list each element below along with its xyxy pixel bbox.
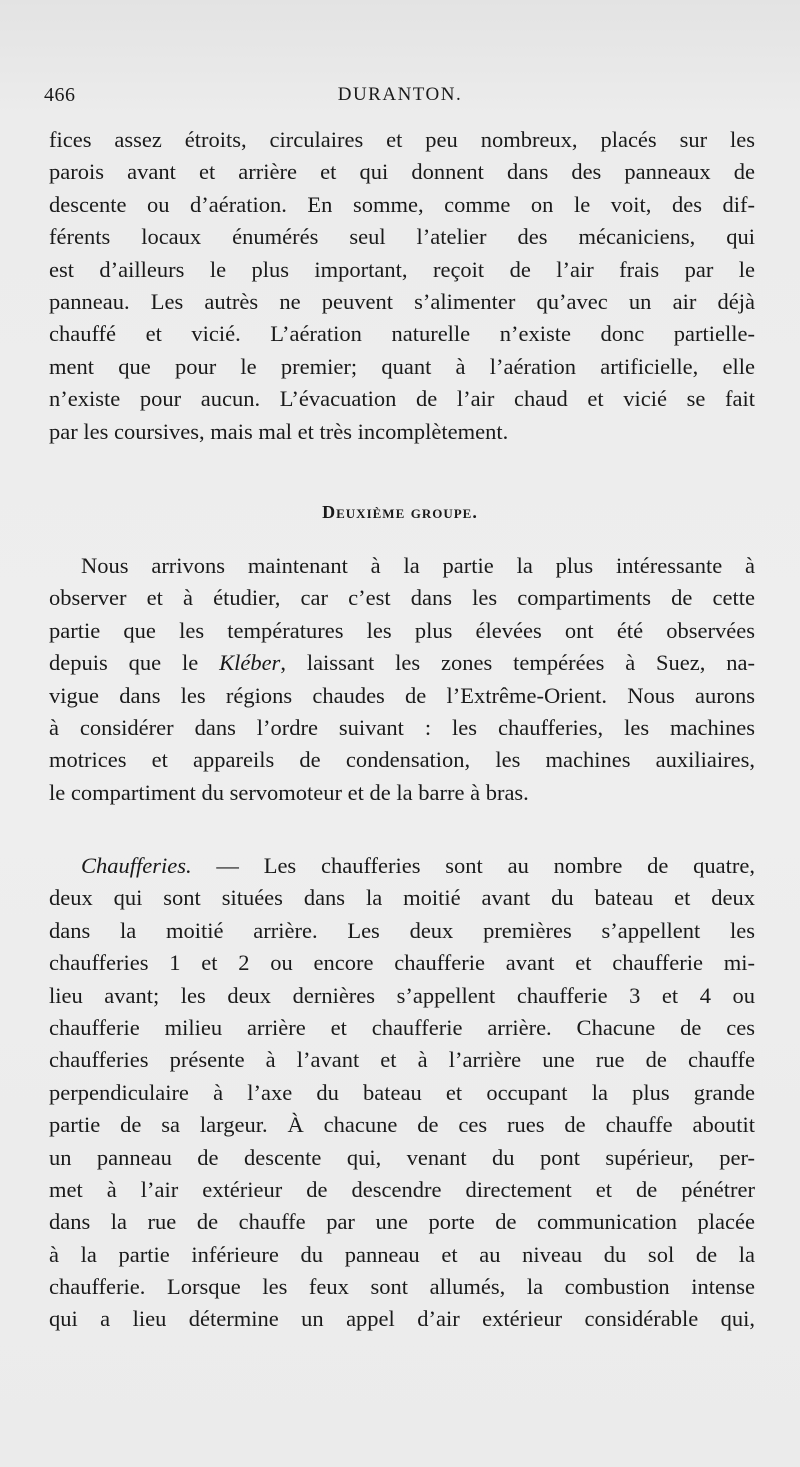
- text-line: férents locaux énumérés seul l’atelier des mécaniciens, qui: [49, 224, 755, 250]
- text-line: à la partie inférieure du panneau et au niveau du sol de la: [49, 1241, 755, 1267]
- text-line: Nous arrivons maintenant à la partie la plus intéressante à: [81, 553, 755, 578]
- text-line: [49, 850, 755, 882]
- text-line: ment que pour le premier; quant à l’aération artificielle, elle: [49, 353, 755, 379]
- page-number: 466: [44, 84, 76, 106]
- paragraph-1: [49, 124, 755, 448]
- text-line: le compartiment du servomoteur et de la barre à bras.: [49, 779, 529, 805]
- text-line: chauffé et vicié. L’aération naturelle n’existe donc partielle-: [49, 321, 755, 347]
- text-line: qui a lieu détermine un appel d’air extérieur considérable qui,: [49, 1306, 755, 1332]
- text-line: chaufferies 1 et 2 ou encore chaufferie avant et chaufferie mi-: [49, 950, 755, 976]
- text-line: vigue dans les régions chaudes de l’Extrême-Orient. Nous aurons: [49, 682, 755, 708]
- text-line: à considérer dans l’ordre suivant : les chaufferies, les machines: [49, 714, 755, 740]
- text-line: n’existe pour aucun. L’évacuation de l’air chaud et vicié se fait: [49, 386, 755, 412]
- running-title: DURANTON.: [337, 84, 463, 105]
- section-heading: [0, 502, 800, 523]
- text-line: fices assez étroits, circulaires et peu nombreux, placés sur les: [49, 127, 755, 152]
- text-run: — Les chaufferies sont au nombre de quatre,: [191, 853, 755, 878]
- text-line: chaufferie milieu arrière et chaufferie arrière. Chacune de ces: [49, 1014, 755, 1040]
- text-line: motrices et appareils de condensation, les machines auxiliaires,: [49, 747, 755, 773]
- text-line: chaufferies présente à l’avant et à l’arrière une rue de chauffe: [49, 1047, 755, 1073]
- text-line: dans la rue de chauffe par une porte de communication placée: [49, 1209, 755, 1235]
- running-head: [44, 84, 756, 114]
- text-line: est d’ailleurs le plus important, reçoit de l’air frais par le: [49, 256, 755, 282]
- text-line: lieu avant; les deux dernières s’appellent chaufferie 3 et 4 ou: [49, 982, 755, 1008]
- section-heading-text: Deuxième groupe.: [322, 502, 478, 522]
- text-line: partie de sa largeur. À chacune de ces rues de chauffe aboutit: [49, 1112, 755, 1138]
- ship-name: Kléber: [219, 650, 281, 676]
- text-line: dans la moitié arrière. Les deux premières s’appellent les: [49, 917, 755, 943]
- text-line: parois avant et arrière et qui donnent dans des panneaux de: [49, 159, 755, 185]
- text-line: met à l’air extérieur de descendre directement et de pénétrer: [49, 1176, 755, 1202]
- run-in-heading: Chaufferies.: [81, 853, 192, 878]
- text-line: perpendiculaire à l’axe du bateau et occupant la plus grande: [49, 1079, 755, 1105]
- paragraph-3: [49, 850, 755, 1336]
- text-line: [49, 647, 755, 679]
- text-line: panneau. Les autrès ne peuvent s’alimenter qu’avec un air déjà: [49, 288, 755, 314]
- text-line: partie que les températures les plus élevées ont été observées: [49, 617, 755, 643]
- paragraph-2: [49, 550, 755, 809]
- text-run: depuis que le: [49, 650, 220, 676]
- text-line: chaufferie. Lorsque les feux sont allumés, la combustion intense: [49, 1274, 755, 1300]
- text-line: par les coursives, mais mal et très incomplètement.: [49, 418, 509, 444]
- text-run: , laissant les zones tempérées à Suez, na-: [280, 650, 755, 676]
- text-line: un panneau de descente qui, venant du pont supérieur, per-: [49, 1144, 755, 1170]
- text-line: deux qui sont situées dans la moitié avant du bateau et deux: [49, 885, 755, 911]
- text-line: descente ou d’aération. En somme, comme on le voit, des dif-: [49, 191, 755, 217]
- text-line: observer et à étudier, car c’est dans les compartiments de cette: [49, 585, 755, 611]
